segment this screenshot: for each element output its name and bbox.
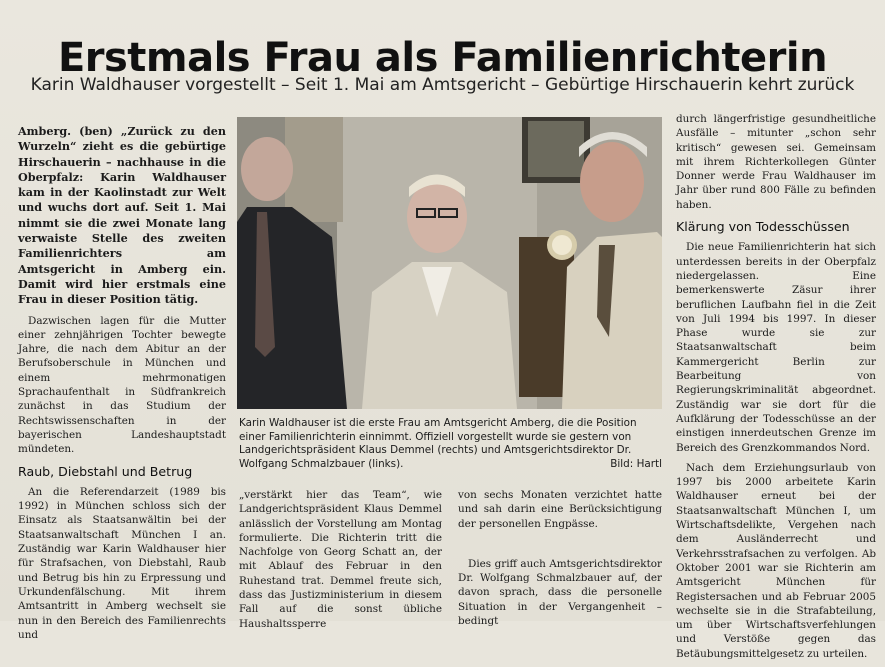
subheadline: Karin Waldhauser vorgestellt – Seit 1. Mai am Amtsgericht – Gebürtige Hirschauerin kehrt zurück <box>30 75 855 95</box>
section-heading: Klärung von Todesschüssen <box>676 219 850 235</box>
photo-caption <box>239 417 662 471</box>
photo-credit: Bild: Hartl <box>610 457 662 470</box>
body-paragraph: „verstärkt hier das Team“, wie Landgerichtspräsident Klaus Demmel anlässlich der Vorstellung am Montag formulierte. Die Richterin tritt die Nachfolge von Georg Schatt an, der mit Ablauf des Februar in den Ruhestand trat. Demmel freute sich, dass das Justizministerium in diesem Fall auf die sonst übliche Haushaltssperre <box>239 489 442 630</box>
article-column-1 <box>18 124 226 648</box>
article-column-4 <box>676 112 876 667</box>
headline: Erstmals Frau als Familienrichterin <box>57 34 828 81</box>
section-heading: Raub, Diebstahl und Betrug <box>18 463 193 479</box>
body-paragraph: durch längerfristige gesundheitliche Ausfälle – mitunter „schon sehr kritisch“ gewesen sei. Gemeinsam mit ihrem Richterkollegen Günter Donner werde Frau Waldhauser im Jahr über rund 800 Fälle zu befinden haben. <box>676 113 876 211</box>
article-column-2 <box>239 488 442 637</box>
body-paragraph: Nach dem Erziehungsurlaub von 1997 bis 2000 arbeitete Karin Waldhauser erneut bei der Staatsanwaltschaft München I, um Wirtschaftsdelikte, Vergehen nach dem Ausländerrecht und Verkehrsstrafsachen zu verfolgen. Ab Oktober 2001 war sie Richterin am Amtsgericht München für Registersachen und ab Februar 2005 wechselte sie in die Strafabteilung, um über Wirtschaftsverfehlungen und Verstöße gegen das Betäubungsmittelgesetz zu urteilen. <box>676 461 876 660</box>
body-paragraph: Dies griff auch Amtsgerichtsdirektor Dr. Wolfgang Schmalzbauer auf, der davon sprach, dass die personelle Situation in der Vergangenheit – bedingt <box>458 557 662 628</box>
body-paragraph: Dazwischen lagen für die Mutter einer zehnjährigen Tochter bewegte Jahre, die nach dem Abitur an der Berufsoberschule in München und einem mehrmonatigen Sprachaufenthalt in Südfrankreich zunächst in das Studium der Rechtswissenschaften in der bayerischen Landeshauptstadt mündeten. <box>18 314 226 456</box>
article-column-3 <box>458 488 662 634</box>
body-paragraph: Die neue Familienrichterin hat sich unterdessen bereits in der Oberpfalz niedergelassen. Eine bemerkenswerte Zäsur ihrer beruflichen Laufbahn fiel in die Zeit von Juli 1994 bis 1997. In dieser Phase wurde sie zur Staatsanwaltschaft beim Kammergericht Berlin zur Bearbeitung von Regierungskriminalität abgeordnet. Zuständig war sie dort für die Aufklärung der Todesschüsse an der einstigen innerdeutschen Grenze im Bereich des Grenzkommandos Nord. <box>676 241 876 454</box>
article-photo <box>237 117 662 409</box>
lead-paragraph: Amberg. (ben) „Zurück zu den Wurzeln“ zieht es die gebürtige Hirschauerin – nachhause in die Oberpfalz: Karin Waldhauser kam in der Kaolinstadt zur Welt und wuchs dort auf. Seit 1. Mai nimmt sie die zwei Monate lang verwaiste Stelle des zweiten Familienrichters am Amtsgericht in Amberg ein. Damit wird hier erstmals eine Frau in dieser Position tätig. <box>18 124 226 307</box>
body-paragraph: An die Referendarzeit (1989 bis 1992) in München schloss sich der Einsatz als Staatsanwältin bei der Staatsanwaltschaft München I an. Zuständig war Karin Waldhauser hier für Strafsachen, von Diebstahl, Raub und Betrug bis hin zu Erpressung und Urkundenfälschung. Mit ihrem Amtsantritt in Amberg wechselt sie nun in den Bereich des Familienrechts und <box>18 485 226 641</box>
body-paragraph: von sechs Monaten verzichtet hatte und sah darin eine Berücksichtigung der personellen Engpässe. <box>458 489 662 530</box>
caption-text: Karin Waldhauser ist die erste Frau am Amtsgericht Amberg, die die Position einer Familienrichterin einnimmt. Offiziell vorgestellt wurde sie gestern von Landgerichtspräsident Klaus Demmel (rechts) und Amtsgerichtsdirektor Dr. Wolfgang Schmalzbauer (links). <box>239 417 637 470</box>
